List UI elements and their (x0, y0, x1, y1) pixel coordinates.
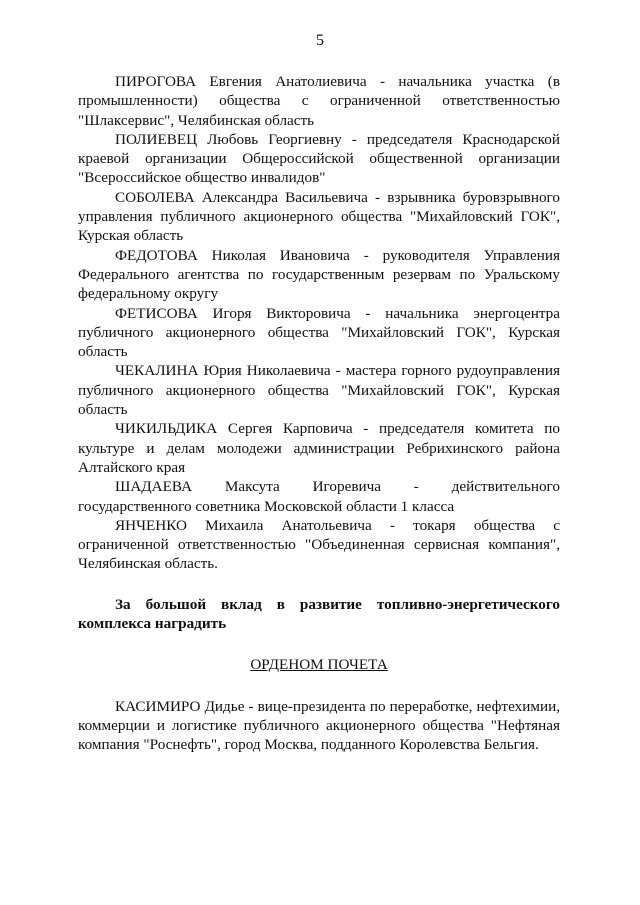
spacer (78, 633, 560, 655)
award-entry: ЧЕКАЛИНА Юрия Николаевича - мастера горного рудоуправления публичного акционерного общества "Михайловский ГОК", Курская область (78, 362, 560, 419)
page-number: 5 (316, 32, 324, 49)
award-entry: ШАДАЕВА Максута Игоревича - действительного государственного советника Московской области 1 класса (78, 478, 560, 515)
document-body (78, 72, 560, 755)
award-entry: ФЕТИСОВА Игоря Викторовича - начальника энергоцентра публичного акционерного общества "Михайловский ГОК", Курская область (78, 304, 560, 361)
award-entry: ФЕДОТОВА Николая Ивановича - руководителя Управления Федерального агентства по государственным резервам по Уральскому федеральному округу (78, 246, 560, 303)
award-entry-final: КАСИМИРО Дидье - вице-президента по переработке, нефтехимии, коммерции и логистике публичного акционерного общества "Нефтяная компания "Роснефть", город Москва, подданного Королевства Бельгия. (78, 697, 560, 754)
award-entry: ЧИКИЛЬДИКА Сергея Карповича - председателя комитета по культуре и делам молодежи администрации Ребрихинского района Алтайского края (78, 420, 560, 476)
section-heading: За большой вклад в развитие топливно-энергетического комплекса наградить (78, 595, 560, 633)
award-entry: СОБОЛЕВА Александра Васильевича - взрывника буровзрывного управления публичного акционерного общества "Михайловский ГОК", Курская область (78, 188, 560, 245)
award-entry: ПИРОГОВА Евгения Анатолиевича - начальника участка (в промышленности) общества с ограниченной ответственностью "Шлаксервис", Челябинская область (78, 73, 560, 129)
spacer (78, 574, 560, 595)
order-title: ОРДЕНОМ ПОЧЕТА (250, 656, 388, 674)
award-entry: ЯНЧЕНКО Михаила Анатольевича - токаря общества с ограниченной ответственностью "Объединенная сервисная компания", Челябинская область. (78, 516, 560, 573)
spacer (78, 675, 560, 697)
award-entry: ПОЛИЕВЕЦ Любовь Георгиевну - председателя Краснодарской краевой организации Общероссийской общественной организации "Всероссийское общество инвалидов" (78, 130, 560, 187)
